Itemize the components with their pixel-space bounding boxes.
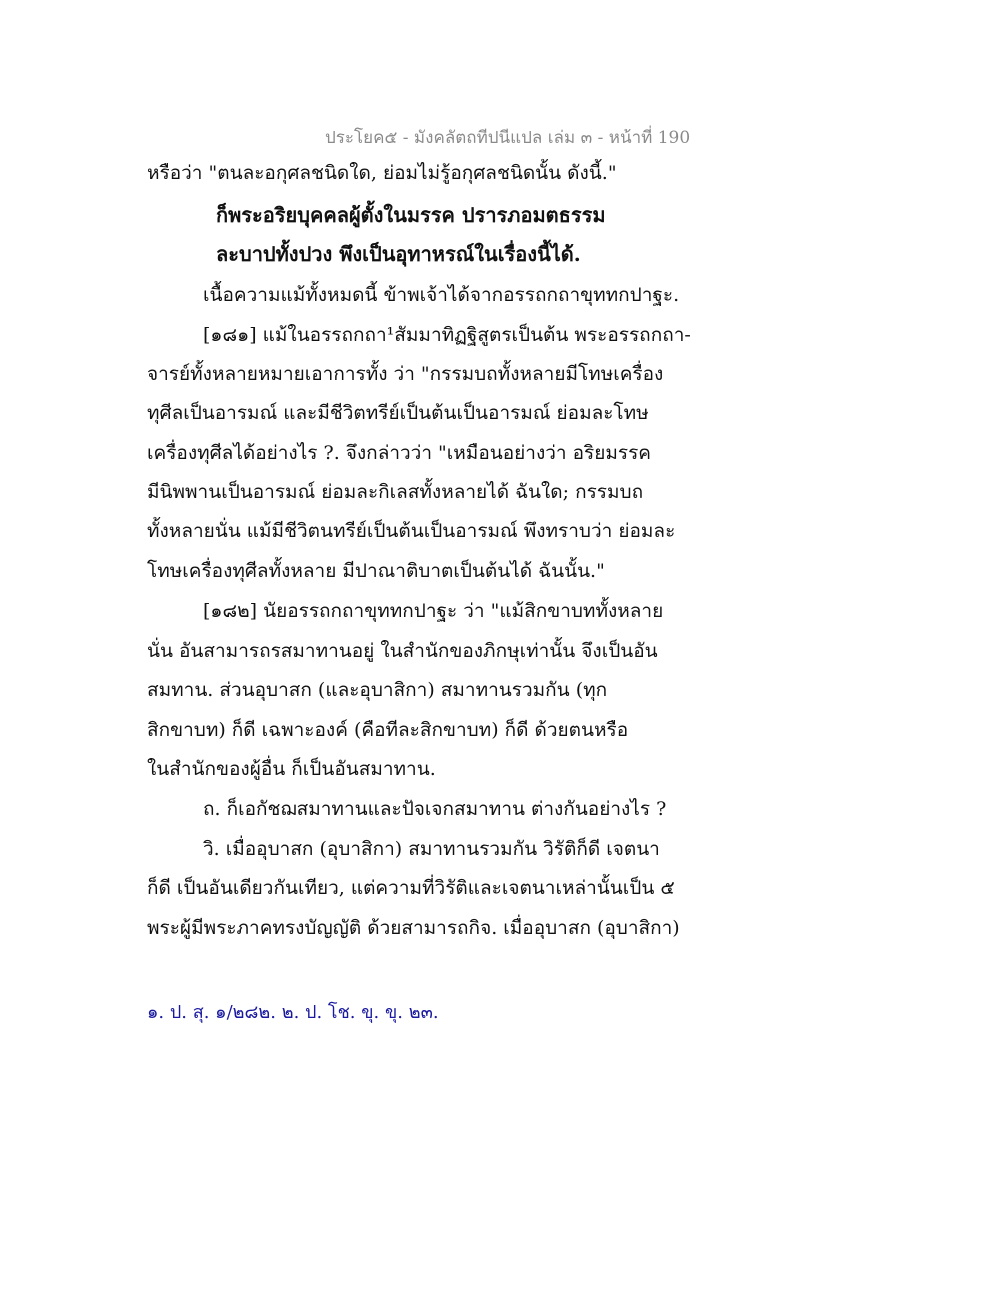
text-line: โทษเครื่องทุศีลทั้งหลาย มีปาณาติบาตเป็นต้นได้ ฉันนั้น." xyxy=(147,560,605,582)
text-line: [๑๘๒] นัยอรรถกถาขุททกปาฐะ ว่า "แม้สิกขาบททั้งหลาย xyxy=(203,600,664,622)
text-line: เนื้อความแม้ทั้งหมดนี้ ข้าพเจ้าได้จากอรรถกถาขุททกปาฐะ. xyxy=(203,284,680,306)
text-line: สมทาน. ส่วนอุบาสก (และอุบาสิกา) สมาทานรวมกัน (ทุก xyxy=(147,679,608,701)
text-line: เครื่องทุศีลได้อย่างไร ?. จึงกล่าวว่า "เหมือนอย่างว่า อริยมรรค xyxy=(147,442,651,464)
text-line: พระผู้มีพระภาคทรงบัญญัติ ด้วยสามารถกิจ. เมื่ออุบาสก (อุบาสิกา) xyxy=(147,917,680,939)
text-line: นั่น อันสามารถรสมาทานอยู่ ในสำนักของภิกษุเท่านั้น จึงเป็นอัน xyxy=(147,640,658,662)
footnote: ๑. ป. สุ. ๑/๒๘๒. ๒. ป. โช. ขุ. ขุ. ๒๓. xyxy=(147,1002,439,1023)
text-line: [๑๘๑] แม้ในอรรถกถา¹สัมมาทิฏฐิสูตรเป็นต้น พระอรรถกถา- xyxy=(203,324,691,346)
text-line: วิ. เมื่ออุบาสก (อุบาสิกา) สมาทานรวมกัน วิรัติก็ดี เจตนา xyxy=(203,838,660,860)
text-line: ในสำนักของผู้อื่น ก็เป็นอันสมาทาน. xyxy=(147,758,436,780)
page-header: ประโยค๕ - มังคลัตถทีปนีแปล เล่ม ๓ - หน้าที่ 190 xyxy=(325,128,691,148)
text-line: จารย์ทั้งหลายหมายเอาการทั้ง ว่า "กรรมบถทั้งหลายมีโทษเครื่อง xyxy=(147,363,664,385)
text-line: สิกขาบท) ก็ดี เฉพาะองค์ (คือทีละสิกขาบท) ก็ดี ด้วยตนหรือ xyxy=(147,719,629,741)
text-line: ถ. ก็เอกัชฌสมาทานและปัจเจกสมาทาน ต่างกันอย่างไร ? xyxy=(203,798,667,820)
text-line: ทั้งหลายนั่น แม้มีชีวิตนทรีย์เป็นต้นเป็นอารมณ์ พึงทราบว่า ย่อมละ xyxy=(147,520,676,542)
text-line: ทุศีลเป็นอารมณ์ และมีชีวิตทรีย์เป็นต้นเป็นอารมณ์ ย่อมละโทษ xyxy=(147,402,649,424)
text-line: ก็ดี เป็นอันเดียวกันเทียว, แต่ความที่วิรัติและเจตนาเหล่านั้นเป็น ๕ xyxy=(147,877,675,899)
verse-line: ละบาปทั้งปวง พึงเป็นอุทาหรณ์ในเรื่องนี้ได้. xyxy=(216,242,581,266)
text-line: หรือว่า "ตนละอกุศลชนิดใด, ย่อมไม่รู้อกุศลชนิดนั้น ดังนี้." xyxy=(147,162,617,184)
text-line: มีนิพพานเป็นอารมณ์ ย่อมละกิเลสทั้งหลายได้ ฉันใด; กรรมบถ xyxy=(147,481,644,503)
verse-line: ก็พระอริยบุคคลผู้ตั้งในมรรค ปรารภอมตธรรม xyxy=(216,203,606,227)
